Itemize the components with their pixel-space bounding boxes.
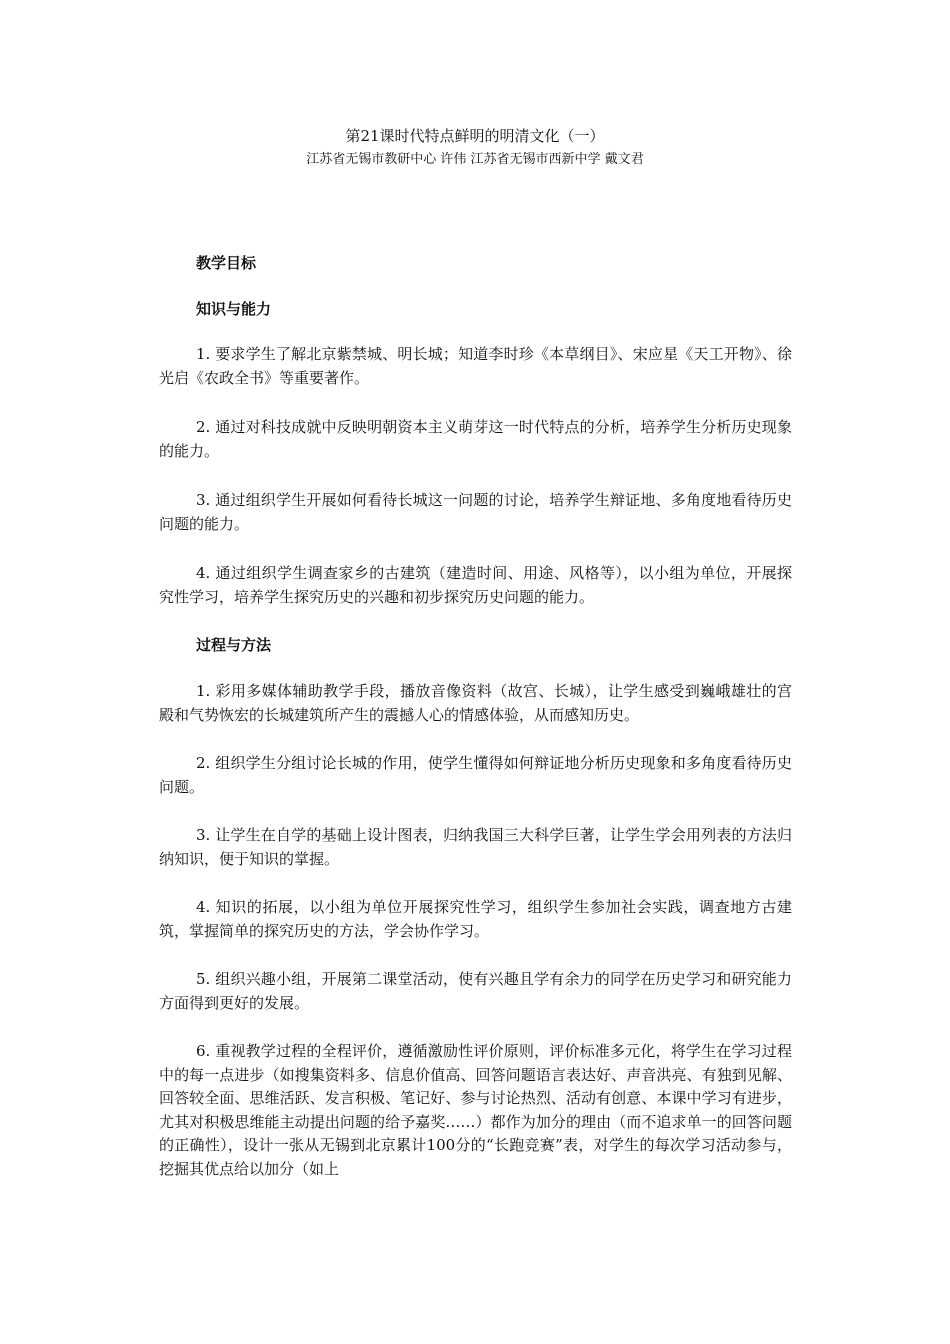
process-item-3: 3. 让学生在自学的基础上设计图表，归纳我国三大科学巨著，让学生学会用列表的方法归纳知识，便于知识的掌握。 xyxy=(159,826,792,868)
process-item-5: 5. 组织兴趣小组，开展第二课堂活动，使有兴趣且学有余力的同学在历史学习和研究能力方面得到更好的发展。 xyxy=(159,970,792,1012)
knowledge-item-2: 2. 通过对科技成就中反映明朝资本主义萌芽这一时代特点的分析，培养学生分析历史现象的能力。 xyxy=(159,418,792,460)
process-item-2: 2. 组织学生分组讨论长城的作用，使学生懂得如何辩证地分析历史现象和多角度看待历史问题。 xyxy=(159,754,792,796)
knowledge-item-4: 4. 通过组织学生调查家乡的古建筑（建造时间、用途、风格等），以小组为单位，开展探究性学习，培养学生探究历史的兴趣和初步探究历史问题的能力。 xyxy=(159,564,792,606)
process-item-6: 6. 重视教学过程的全程评价，遵循激励性评价原则，评价标准多元化，将学生在学习过程中的每一点进步（如搜集资料多、信息价值高、回答问题语言表达好、声音洪亮、有独到见解、回答较全面、思维活跃、发言积极、笔记好、参与讨论热烈、活动有创意、本课中学习有进步，尤其对积极思维能主动提出问题的给予嘉奖……）都作为加分的理由（而不追求单一的回答问题的正确性），设计一张从无锡到北京累计100分的“长跑竞赛”表，对学生的每次学习活动参与，挖掘其优点给以加分（如上 xyxy=(159,1042,792,1178)
section-heading-process: 过程与方法 xyxy=(196,636,272,654)
section-heading-goals: 教学目标 xyxy=(196,254,257,272)
knowledge-item-3: 3. 通过组织学生开展如何看待长城这一问题的讨论，培养学生辩证地、多角度地看待历史问题的能力。 xyxy=(159,491,792,533)
knowledge-item-1: 1. 要求学生了解北京紫禁城、明长城；知道李时珍《本草纲目》、宋应星《天工开物》、徐光启《农政全书》等重要著作。 xyxy=(159,345,792,387)
process-item-1: 1. 彩用多媒体辅助教学手段，播放音像资料（故宫、长城），让学生感受到巍峨雄壮的宫殿和气势恢宏的长城建筑所产生的震撼人心的情感体验，从而感知历史。 xyxy=(159,682,792,724)
document-authors: 江苏省无锡市教研中心 许伟 江苏省无锡市西新中学 戴文君 xyxy=(306,152,644,167)
document-title: 第21课时代特点鲜明的明清文化（一） xyxy=(345,127,605,145)
process-item-4: 4. 知识的拓展，以小组为单位开展探究性学习，组织学生参加社会实践，调查地方古建筑，掌握简单的探究历史的方法，学会协作学习。 xyxy=(159,898,792,940)
section-heading-knowledge: 知识与能力 xyxy=(196,300,272,318)
